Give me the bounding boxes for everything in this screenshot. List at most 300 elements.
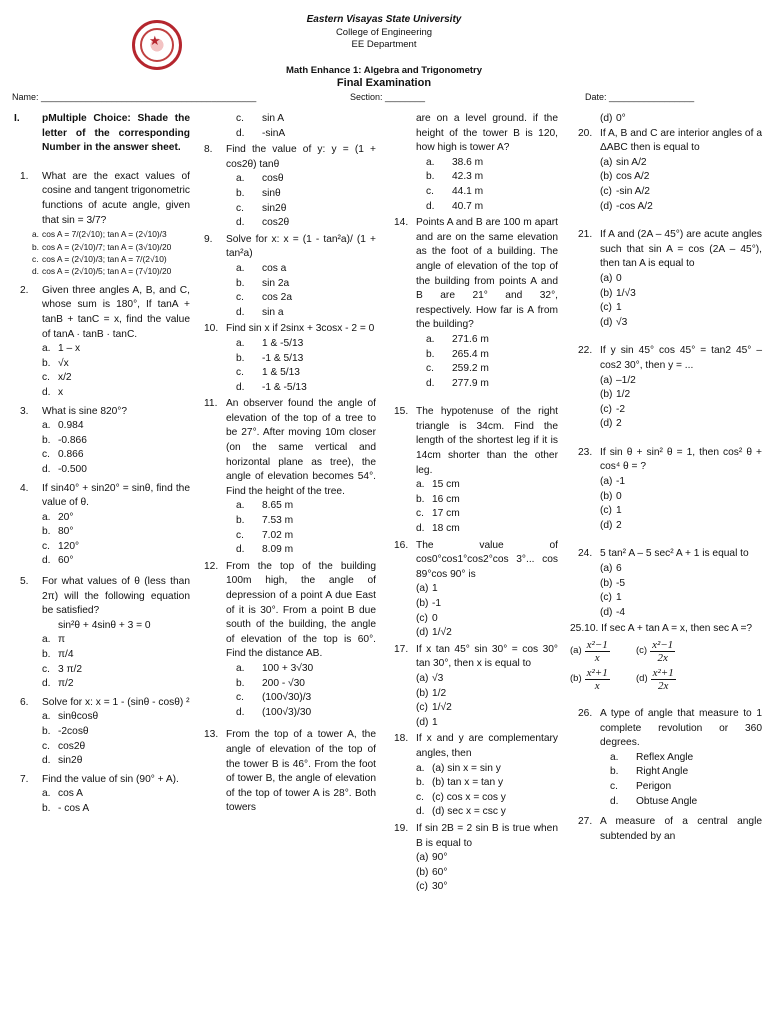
- option-letter: (b): [600, 389, 613, 401]
- question-number: 3.: [20, 405, 29, 417]
- option-text: cos2θ: [58, 740, 86, 752]
- answer-option: [196, 127, 376, 142]
- answer-option: [570, 504, 762, 519]
- option-text: 8.65 m: [262, 500, 294, 512]
- option-text: Right Angle: [636, 766, 689, 778]
- option-letter: (c): [416, 612, 428, 624]
- answer-option: [196, 277, 376, 292]
- option-letter: d.: [236, 381, 245, 393]
- question-q1: [12, 170, 190, 228]
- option-text: 38.6 m: [452, 156, 484, 168]
- fraction: [650, 639, 675, 664]
- option-text: -sinA: [262, 127, 286, 139]
- option-text: 1/2: [616, 389, 631, 401]
- option-text: π: [58, 634, 66, 646]
- answer-option: [12, 677, 190, 692]
- answer-option: [570, 200, 762, 215]
- option-letter: (b): [600, 490, 613, 502]
- section-field: Section: ________: [350, 92, 426, 102]
- answer-option: [196, 187, 376, 202]
- option-letter: d.: [236, 127, 245, 139]
- question-13-continued: are on a level ground. if the height of the tower B is 120, how high is tower A?: [416, 113, 558, 154]
- option-letter: d.: [426, 200, 435, 212]
- option-letter: c.: [236, 692, 244, 704]
- option-text: 0: [616, 272, 622, 284]
- question-q7: [12, 773, 190, 788]
- option-letter: d.: [42, 678, 51, 690]
- answer-option: [570, 403, 762, 418]
- option-text: 277.9 m: [452, 377, 489, 389]
- answer-option: [570, 591, 762, 606]
- answer-option: [196, 337, 376, 352]
- question-q22: [570, 344, 762, 373]
- answer-option: [386, 776, 558, 791]
- option-letter: c.: [42, 449, 50, 461]
- option-text: -0.500: [58, 463, 87, 475]
- option-letter: a.: [236, 262, 245, 274]
- denominator: 2x: [657, 679, 669, 692]
- option-letter: a.: [236, 500, 245, 512]
- option-letter: b.: [236, 677, 245, 689]
- numerator: x²−1: [586, 638, 608, 651]
- question-text: If sin 2B = 2 sin B is true when B is equal to: [416, 822, 558, 849]
- question-number: 4.: [20, 482, 29, 494]
- answer-option: [386, 333, 558, 348]
- question-number: 7.: [20, 773, 29, 785]
- answer-option: [570, 577, 762, 592]
- section-instructions: I. pMultiple Choice: Shade the letter of the corresponding Number in the answer sheet.: [14, 113, 190, 154]
- option-letter: a.: [236, 337, 245, 349]
- question-q9: [196, 233, 376, 262]
- answer-option: [196, 706, 376, 721]
- option-text: 1/√2: [432, 702, 452, 714]
- option-letter: (c): [600, 185, 612, 197]
- option-letter: b.: [426, 171, 435, 183]
- answer-option: [12, 371, 190, 386]
- question-text: If A, B and C are interior angles of a ΔABC then is equal to: [600, 127, 762, 154]
- option-text: 2: [616, 418, 622, 430]
- question-number: 21.: [578, 229, 593, 241]
- question-q27: [570, 815, 762, 844]
- option-text: -sin A/2: [616, 185, 650, 197]
- option-letter: c.: [236, 202, 244, 214]
- option-text: sin a: [262, 306, 284, 318]
- option-text: cos A = (2√10)/7; tan A = (3√10)/20: [42, 241, 172, 252]
- option-letter: (d): [600, 316, 613, 328]
- option-letter: b.: [610, 766, 619, 778]
- option-text: 259.2 m: [452, 363, 489, 375]
- option-text: (100√30)/3: [262, 692, 312, 704]
- option-letter: (a): [570, 644, 582, 656]
- question-text: If sin θ + sin² θ = 1, then cos² θ + cos⁴ θ = ?: [600, 446, 762, 473]
- option-letter: c.: [42, 740, 50, 752]
- option-letter: (c): [600, 505, 612, 517]
- answer-option: [386, 170, 558, 185]
- option-letter: d.: [236, 306, 245, 318]
- fraction-options: [570, 637, 762, 665]
- option-letter: d.: [32, 266, 39, 277]
- answer-option: [196, 291, 376, 306]
- answer-option: [570, 112, 762, 127]
- answer-option: [12, 740, 190, 755]
- option-text: √3: [432, 672, 444, 684]
- option-letter: c.: [42, 372, 50, 384]
- answer-option: [196, 514, 376, 529]
- option-text: 15 cm: [432, 479, 460, 491]
- option-text: -4: [616, 606, 626, 618]
- department-name: EE Department: [351, 39, 417, 50]
- question-text: An observer found the angle of elevation of the top of a tree to be 27°. After moving 10m closer (on the same vertical and horizontal plane as tree), the angle of elevation becomes 54°. Find the height of the tree.: [226, 398, 376, 497]
- option-text: cos A: [58, 788, 83, 800]
- answer-option: [12, 448, 190, 463]
- option-letter: (d): [600, 200, 613, 212]
- option-letter: b.: [42, 726, 51, 737]
- question-number: 15.: [394, 406, 409, 418]
- option-text: cos2θ: [262, 217, 290, 229]
- question-text: 5 tan² A – 5 sec² A + 1 is equal to: [600, 548, 749, 560]
- question-text: Solve for x: x = (1 - tan²a)/ (1 + tan²a): [226, 233, 376, 260]
- option-letter: a.: [236, 173, 245, 185]
- answer-option: [570, 751, 762, 766]
- answer-option: [12, 434, 190, 449]
- option-text: -2: [616, 403, 626, 415]
- answer-option: [12, 710, 190, 725]
- question-q23: [570, 446, 762, 475]
- option-text: Reflex Angle: [636, 751, 694, 763]
- option-text: 17 cm: [432, 508, 460, 520]
- question-text: From the top of a tower A, the angle of elevation of the top of the tower B is 46°. From the foot of tower B, the angle of elevation of the top of tower A is 28°. Both towers: [226, 729, 376, 814]
- question-q12: [196, 560, 376, 662]
- option-letter: (a): [416, 583, 429, 595]
- option-letter: (a): [600, 272, 613, 284]
- answer-option: [196, 216, 376, 231]
- option-letter: (d): [600, 519, 613, 531]
- answer-option: [386, 362, 558, 377]
- question-text: Solve for x: x = 1 - (sinθ - cosθ) ²: [42, 696, 190, 708]
- option-text: -5: [616, 577, 626, 589]
- question-q24: [570, 547, 762, 562]
- answer-option: [196, 352, 376, 367]
- column-1: [12, 112, 190, 817]
- answer-option: [570, 156, 762, 171]
- option-letter: (b): [416, 598, 429, 609]
- option-text: 265.4 m: [452, 348, 489, 360]
- option-letter: b.: [42, 357, 51, 369]
- option-text: cos A = (2√10)/3; tan A = 7/(2√10): [42, 253, 167, 264]
- option-letter: d.: [610, 795, 619, 807]
- answer-option: [196, 262, 376, 277]
- option-text: cos A = 7/(2√10); tan A = (2√10)/3: [42, 229, 167, 240]
- question-text: Given three angles A, B, and C, whose sum is 180°, If tanA + tanB + tanC = x, find the value of tanA · tanB · tanC.: [42, 284, 190, 340]
- option-letter: (d): [416, 716, 429, 728]
- question-q17: [386, 643, 558, 672]
- university-name: Eastern Visayas State University: [306, 14, 462, 25]
- option-text: 1 & -5/13: [262, 337, 304, 349]
- option-text: -1: [432, 598, 442, 609]
- option-text: cos A = (2√10)/5; tan A = (7√10)/20: [42, 266, 172, 277]
- answer-option: [386, 687, 558, 702]
- question-text: What is sine 820°?: [42, 405, 128, 417]
- answer-option: [570, 765, 762, 780]
- answer-option: [570, 185, 762, 200]
- question-number: 23.: [578, 446, 593, 458]
- option-letter: (b): [416, 687, 429, 699]
- question-q14: [386, 216, 558, 333]
- option-letter: c.: [236, 113, 244, 124]
- question-text: If x tan 45° sin 30° = cos 30° tan 30°, then x is equal to: [416, 643, 558, 670]
- denominator: 2x: [657, 651, 668, 664]
- option-letter: d.: [42, 386, 51, 398]
- option-letter: c.: [426, 185, 434, 197]
- answer-option: [12, 787, 190, 802]
- answer-option: [196, 543, 376, 558]
- option-text: cos 2a: [262, 292, 293, 304]
- option-letter: (c): [600, 302, 612, 314]
- question-text: Find the value of y: y = (1 + cos2θ) tanθ: [226, 144, 376, 170]
- question-text: For what values of θ (less than 2π) will the following equation be satisfied?: [42, 576, 190, 617]
- option-letter: a.: [236, 662, 245, 674]
- option-letter: (b): [570, 672, 582, 684]
- option-letter: b.: [236, 352, 245, 364]
- question-number: 17.: [394, 643, 409, 655]
- option-text: -cos A/2: [616, 200, 653, 212]
- answer-option: [570, 374, 762, 389]
- option-letter: c.: [32, 253, 39, 264]
- answer-option: [386, 626, 558, 641]
- answer-option: [12, 725, 190, 740]
- question-number: 13.: [204, 729, 219, 741]
- answer-option: [570, 301, 762, 316]
- option-text: 200 - √30: [262, 677, 305, 689]
- answer-option: [12, 228, 190, 240]
- question-text: If A and (2A – 45°) are acute angles such that sin A = cos (2A – 45°), then tan A is equal to: [600, 229, 762, 270]
- fraction-option: [636, 639, 702, 664]
- option-letter: a.: [416, 762, 425, 774]
- question-number: 20.: [578, 127, 593, 139]
- answer-option: [386, 185, 558, 200]
- question-q21: [570, 228, 762, 272]
- answer-option: [386, 597, 558, 612]
- question-q5: [12, 575, 190, 619]
- option-letter: d.: [236, 544, 245, 556]
- option-letter: (b): [600, 577, 613, 589]
- option-letter: a.: [42, 788, 51, 800]
- answer-option: [12, 253, 190, 265]
- question-text: The value of cos0°cos1°cos2°cos 3°... cos 89°cos 90° is: [416, 539, 558, 580]
- answer-option: [570, 780, 762, 795]
- fraction: [651, 667, 676, 692]
- option-letter: c.: [426, 363, 434, 375]
- answer-option: [386, 805, 558, 820]
- answer-option: [570, 316, 762, 331]
- option-text: sin A/2: [616, 156, 647, 168]
- answer-option: [386, 716, 558, 731]
- option-letter: c.: [416, 508, 424, 520]
- option-letter: a.: [32, 229, 39, 240]
- question-number: 27.: [578, 816, 593, 828]
- answer-option: [12, 754, 190, 769]
- option-text: Obtuse Angle: [636, 795, 698, 807]
- option-text: sinθ: [262, 187, 281, 199]
- question-number: 9.: [204, 233, 213, 245]
- answer-option: [196, 202, 376, 217]
- option-letter: (a): [600, 476, 613, 488]
- answer-option: [12, 540, 190, 555]
- option-text: 18 cm: [432, 523, 460, 535]
- option-text: –1/2: [616, 374, 636, 386]
- answer-option: [570, 562, 762, 577]
- option-text: 42.3 m: [452, 171, 484, 183]
- answer-option: [196, 662, 376, 677]
- numerator: x²+1: [652, 666, 674, 679]
- answer-option: [12, 633, 190, 648]
- question-q13: [196, 728, 376, 816]
- question-q19: [386, 822, 558, 851]
- answer-option: [12, 342, 190, 357]
- answer-option: [570, 388, 762, 403]
- question-q18: [386, 732, 558, 761]
- option-text: 1: [616, 592, 622, 604]
- option-letter: b.: [32, 241, 39, 252]
- question-number: 11.: [204, 398, 218, 410]
- question-q10: [196, 322, 376, 337]
- option-letter: b.: [42, 802, 51, 814]
- question-number: 2.: [20, 284, 29, 296]
- question-q4: [12, 482, 190, 511]
- option-letter: c.: [416, 791, 424, 803]
- option-text: 1: [432, 716, 438, 728]
- option-text: 7.53 m: [262, 515, 294, 527]
- question-number: 14.: [394, 217, 409, 229]
- option-text: 2: [616, 519, 622, 531]
- answer-option: [12, 663, 190, 678]
- option-letter: a.: [42, 711, 51, 723]
- question-text: A type of angle that measure to 1 complete revolution or 360 degrees.: [600, 708, 762, 749]
- question-q16: [386, 539, 558, 583]
- option-text: 3 π/2: [58, 663, 83, 675]
- answer-option: [12, 265, 190, 277]
- question-number: 12.: [204, 560, 219, 572]
- option-text: x: [58, 386, 64, 398]
- denominator: x: [594, 679, 600, 692]
- option-text: 60°: [58, 555, 74, 567]
- option-letter: b.: [236, 277, 245, 289]
- option-letter: (c): [636, 644, 648, 656]
- option-letter: a.: [42, 511, 51, 523]
- question-text: If sin40° + sin20° = sinθ, find the value of θ.: [42, 482, 190, 509]
- option-letter: d.: [42, 463, 51, 475]
- answer-option: [196, 172, 376, 187]
- option-letter: (c): [416, 881, 428, 893]
- option-letter: b.: [236, 515, 245, 527]
- option-text: (b) tan x = tan y: [432, 777, 504, 789]
- option-text: 0: [432, 612, 438, 624]
- option-text: sin 2a: [262, 277, 290, 289]
- option-letter: (c): [600, 592, 612, 604]
- answer-option: [570, 272, 762, 287]
- fraction-option: [570, 667, 636, 692]
- question-number: 19.: [394, 822, 409, 834]
- answer-option: [386, 522, 558, 537]
- answer-option: [12, 463, 190, 478]
- option-letter: (b): [600, 171, 613, 183]
- option-text: π/4: [58, 649, 74, 661]
- question-q25: 25.10. If sec A + tan A = x, then sec A =?: [570, 623, 753, 635]
- question-number: 24.: [578, 548, 593, 560]
- answer-option: [570, 287, 762, 302]
- answer-option: [196, 499, 376, 514]
- answer-option: [386, 582, 558, 597]
- option-text: 60°: [432, 866, 448, 878]
- fraction-option: [636, 667, 702, 692]
- option-text: 1: [432, 583, 438, 595]
- option-letter: (d): [600, 113, 613, 124]
- option-letter: (c): [416, 702, 428, 714]
- option-letter: (d): [416, 627, 429, 639]
- option-text: cos a: [262, 262, 287, 274]
- option-text: 40.7 m: [452, 200, 484, 212]
- option-text: 1/√3: [616, 287, 636, 299]
- option-text: 0.866: [58, 449, 84, 461]
- question-text: From the top of the building 100m high, the angle of depression of a point A due East of it is 30°. From a point B due south of the building, the angle of elevation of the top is 60°. Find the distance AB.: [226, 560, 376, 660]
- option-letter: d.: [236, 217, 245, 229]
- option-text: (c) cos x = cos y: [432, 791, 506, 803]
- course-title: Math Enhance 1: Algebra and Trigonometry: [285, 65, 482, 76]
- question-q15: [386, 405, 558, 478]
- answer-option: [196, 381, 376, 396]
- option-letter: (b): [600, 287, 613, 299]
- answer-option: [386, 612, 558, 627]
- option-text: 0.984: [58, 420, 84, 432]
- option-text: 1/2: [432, 687, 447, 699]
- numerator: x²+1: [586, 666, 608, 679]
- date-field: Date: _________________: [585, 92, 695, 102]
- option-text: 80°: [58, 526, 74, 538]
- option-text: sin2θ: [262, 202, 287, 214]
- option-text: cos A/2: [616, 171, 650, 183]
- answer-option: [12, 802, 190, 817]
- option-text: 90°: [432, 852, 448, 864]
- answer-option: [196, 529, 376, 544]
- option-text: 6: [616, 563, 622, 575]
- answer-option: [386, 762, 558, 777]
- question-text: The hypotenuse of the right triangle is 34cm. Find the length of the shortest leg if it is 14cm shorter than the other leg.: [416, 406, 558, 476]
- option-letter: a.: [426, 156, 435, 168]
- question-text: What are the exact values of cosine and tangent trigonometric functions of acute angle, given that sin = 3/7?: [42, 170, 190, 226]
- option-letter: a.: [610, 751, 619, 763]
- option-text: 1: [616, 302, 622, 314]
- option-text: x/2: [58, 372, 72, 384]
- option-text: 20°: [58, 511, 74, 523]
- question-text: A measure of a central angle subtended by an: [600, 816, 762, 842]
- answer-option: [570, 417, 762, 432]
- option-text: π/2: [58, 678, 74, 690]
- name-field: Name: ___________________________________________: [12, 92, 257, 102]
- option-text: cosθ: [262, 173, 284, 185]
- option-letter: d.: [42, 555, 51, 567]
- question-q2: [12, 284, 190, 342]
- answer-option: [386, 493, 558, 508]
- option-text: -1 & -5/13: [262, 381, 307, 393]
- option-letter: a.: [42, 634, 51, 646]
- option-letter: a.: [426, 333, 435, 345]
- answer-option: [570, 170, 762, 185]
- question-q26: [570, 707, 762, 751]
- answer-option: [386, 348, 558, 363]
- answer-option: [386, 478, 558, 493]
- option-text: sin2θ: [58, 755, 83, 767]
- column-2: [196, 112, 376, 816]
